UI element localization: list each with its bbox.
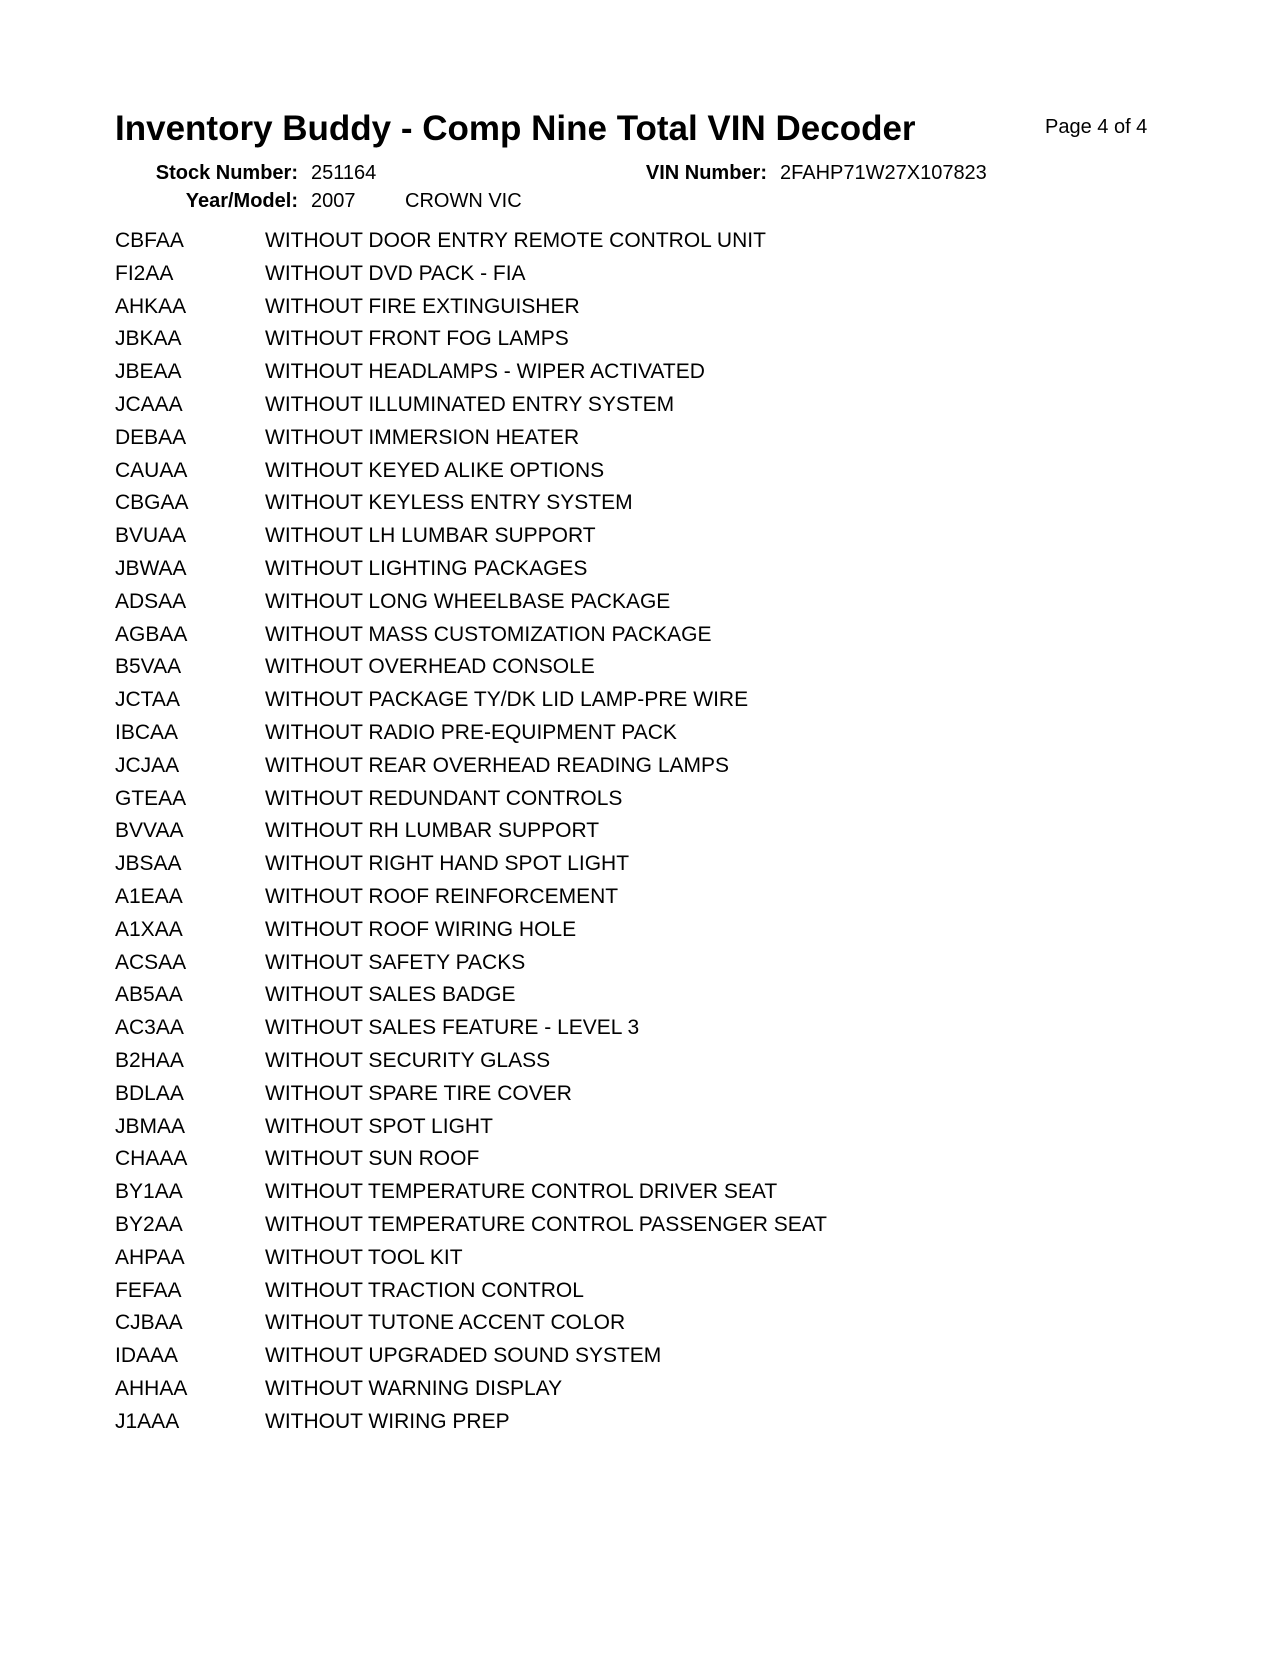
option-row [115, 918, 1115, 951]
option-description: WITHOUT TUTONE ACCENT COLOR [265, 1311, 626, 1335]
option-row [115, 590, 1115, 623]
option-code: CHAAA [115, 1147, 188, 1171]
option-row [115, 1213, 1115, 1246]
option-row [115, 623, 1115, 656]
option-row [115, 327, 1115, 360]
option-description: WITHOUT ILLUMINATED ENTRY SYSTEM [265, 392, 675, 416]
option-description: WITHOUT KEYLESS ENTRY SYSTEM [265, 491, 633, 515]
option-code: CJBAA [115, 1311, 183, 1335]
option-row [115, 557, 1115, 590]
option-description: WITHOUT SUN ROOF [265, 1147, 480, 1171]
option-code: J1AAA [115, 1409, 180, 1433]
option-description: WITHOUT SALES BADGE [265, 983, 516, 1007]
option-description: WITHOUT SPOT LIGHT [265, 1114, 493, 1138]
option-row [115, 951, 1115, 984]
option-description: WITHOUT RIGHT HAND SPOT LIGHT [265, 852, 630, 876]
page-indicator: Page 4 of 4 [1045, 116, 1148, 138]
option-code: BVUAA [115, 524, 187, 548]
option-row [115, 459, 1115, 492]
option-row [115, 524, 1115, 557]
option-code: GTEAA [115, 786, 187, 810]
option-row [115, 1344, 1115, 1377]
option-code: BY2AA [115, 1212, 183, 1236]
option-code: AHKAA [115, 294, 187, 318]
option-row [115, 819, 1115, 852]
option-description: WITHOUT TOOL KIT [265, 1245, 463, 1269]
page-title: Inventory Buddy - Comp Nine Total VIN Decoder [115, 109, 916, 148]
option-description: WITHOUT TEMPERATURE CONTROL PASSENGER SEAT [265, 1212, 828, 1236]
option-code: A1XAA [115, 917, 183, 941]
option-code: BDLAA [115, 1081, 184, 1105]
option-code: AB5AA [115, 983, 183, 1007]
option-row [115, 360, 1115, 393]
option-code: CAUAA [115, 458, 188, 482]
option-row [115, 688, 1115, 721]
option-code: IDAAA [115, 1344, 179, 1368]
option-code: A1EAA [115, 884, 183, 908]
option-code: AGBAA [115, 622, 188, 646]
option-code: IBCAA [115, 720, 179, 744]
option-description: WITHOUT SPARE TIRE COVER [265, 1081, 572, 1105]
option-row [115, 852, 1115, 885]
option-description: WITHOUT IMMERSION HEATER [265, 425, 580, 449]
option-row [115, 426, 1115, 459]
option-row [115, 262, 1115, 295]
option-row [115, 787, 1115, 820]
option-code: JCTAA [115, 688, 180, 712]
option-description: WITHOUT FIRE EXTINGUISHER [265, 294, 580, 318]
option-code: ACSAA [115, 950, 187, 974]
option-description: WITHOUT ROOF REINFORCEMENT [265, 884, 619, 908]
option-description: WITHOUT RH LUMBAR SUPPORT [265, 819, 600, 843]
option-code: AC3AA [115, 1016, 184, 1040]
option-code: JBEAA [115, 360, 182, 384]
option-description: WITHOUT LIGHTING PACKAGES [265, 556, 588, 580]
option-row [115, 721, 1115, 754]
option-row [115, 491, 1115, 524]
option-code: JCAAA [115, 392, 183, 416]
option-row [115, 1016, 1115, 1049]
option-description: WITHOUT KEYED ALIKE OPTIONS [265, 458, 605, 482]
option-description: WITHOUT MASS CUSTOMIZATION PACKAGE [265, 622, 712, 646]
option-description: WITHOUT HEADLAMPS - WIPER ACTIVATED [265, 360, 705, 384]
option-description: WITHOUT TRACTION CONTROL [265, 1278, 584, 1302]
option-row [115, 1279, 1115, 1312]
option-description: WITHOUT UPGRADED SOUND SYSTEM [265, 1344, 662, 1368]
option-code: JBWAA [115, 556, 187, 580]
option-code: B2HAA [115, 1048, 184, 1072]
option-code: BVVAA [115, 819, 184, 843]
option-row [115, 1311, 1115, 1344]
option-code: FEFAA [115, 1278, 182, 1302]
option-description: WITHOUT REAR OVERHEAD READING LAMPS [265, 753, 730, 777]
option-row [115, 1115, 1115, 1148]
option-description: WITHOUT REDUNDANT CONTROLS [265, 786, 623, 810]
option-row [115, 1246, 1115, 1279]
option-row [115, 229, 1115, 262]
option-code: ADSAA [115, 589, 187, 613]
option-row [115, 1082, 1115, 1115]
option-row [115, 983, 1115, 1016]
stock-number-label: Stock Number: [155, 162, 298, 184]
option-description: WITHOUT PACKAGE TY/DK LID LAMP-PRE WIRE [265, 688, 749, 712]
option-description: WITHOUT DVD PACK - FIA [265, 261, 526, 285]
option-description: WITHOUT SAFETY PACKS [265, 950, 526, 974]
vin-number-label: VIN Number: [645, 162, 767, 184]
option-code: BY1AA [115, 1180, 183, 1204]
option-row [115, 1410, 1115, 1443]
option-description: WITHOUT WARNING DISPLAY [265, 1376, 563, 1400]
option-row [115, 754, 1115, 787]
option-description: WITHOUT OVERHEAD CONSOLE [265, 655, 595, 679]
option-row [115, 1147, 1115, 1180]
option-code: FI2AA [115, 261, 174, 285]
stock-number-value: 251164 [311, 162, 377, 184]
year-value: 2007 [311, 190, 356, 212]
option-code: JBMAA [115, 1114, 186, 1138]
option-row [115, 1049, 1115, 1082]
option-description: WITHOUT TEMPERATURE CONTROL DRIVER SEAT [265, 1180, 778, 1204]
option-description: WITHOUT SALES FEATURE - LEVEL 3 [265, 1016, 640, 1040]
option-row [115, 1377, 1115, 1410]
option-row [115, 393, 1115, 426]
option-code: CBGAA [115, 491, 189, 515]
option-description: WITHOUT DOOR ENTRY REMOTE CONTROL UNIT [265, 229, 766, 252]
option-code: AHPAA [115, 1245, 185, 1269]
option-code: JCJAA [115, 753, 180, 777]
vin-number-value: 2FAHP71W27X107823 [780, 162, 987, 184]
option-code: JBSAA [115, 852, 182, 876]
option-description: WITHOUT LONG WHEELBASE PACKAGE [265, 589, 671, 613]
option-code: B5VAA [115, 655, 182, 679]
option-row [115, 885, 1115, 918]
option-code: DEBAA [115, 425, 187, 449]
option-description: WITHOUT FRONT FOG LAMPS [265, 327, 569, 351]
option-code: AHHAA [115, 1376, 188, 1400]
option-code: CBFAA [115, 229, 184, 252]
option-row [115, 1180, 1115, 1213]
model-value: CROWN VIC [405, 190, 522, 212]
option-description: WITHOUT RADIO PRE-EQUIPMENT PACK [265, 720, 677, 744]
option-row [115, 295, 1115, 328]
option-row [115, 655, 1115, 688]
option-description: WITHOUT SECURITY GLASS [265, 1048, 551, 1072]
option-description: WITHOUT LH LUMBAR SUPPORT [265, 524, 596, 548]
option-description: WITHOUT WIRING PREP [265, 1409, 510, 1433]
option-code-list [115, 229, 1115, 1442]
option-code: JBKAA [115, 327, 182, 351]
option-description: WITHOUT ROOF WIRING HOLE [265, 917, 577, 941]
year-model-label: Year/Model: [185, 190, 298, 212]
